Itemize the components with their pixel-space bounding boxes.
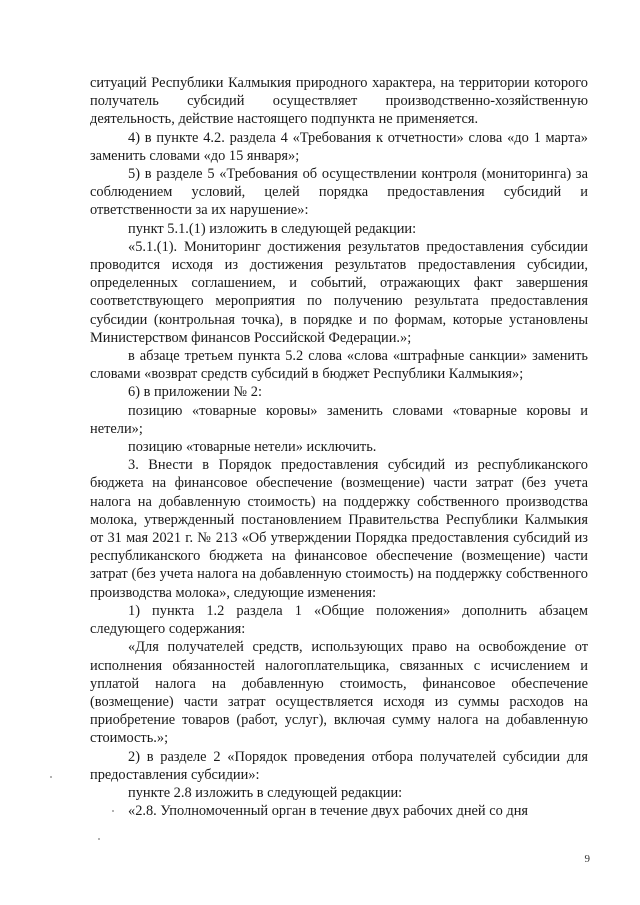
paragraph-quote-5-1-1: «5.1.(1). Мониторинг достижения результатов предоставления субсидии проводится исходя из достижения результатов предоставления субсидии, определенных соглашением, и событий, отражающих факт завершения соответствующего мероприятия по получению результата предоставления субсидии (контрольная точка), в порядке и по формам, которые установлены Министерством финансов Российской Федерации.»; (90, 238, 588, 346)
paragraph-quote-recipients: «Для получателей средств, использующих право на освобождение от исполнения обязанностей налогоплательщика, связанных с исчислением и уплатой налога на добавленную стоимость, финансовое обеспечение (возмещение) части затрат осуществляется исходя из суммы расходов на приобретение товаров (работ, услуг), включая сумму налога на добавленную стоимость.»; (90, 639, 588, 747)
scan-speck (98, 838, 100, 840)
page-number: 9 (584, 853, 590, 865)
paragraph-point-5-2: в абзаце третьем пункта 5.2 слова «слова «штрафные санкции» заменить словами «возврат средств субсидий в бюджет Республики Калмыкия»; (90, 348, 588, 383)
paragraph-point-2-8: пункте 2.8 изложить в следующей редакции: (128, 784, 403, 801)
paragraph-item-4: 4) в пункте 4.2. раздела 4 «Требования к отчетности» слова «до 1 марта» заменить словами «до 15 января»; (90, 129, 588, 164)
paragraph-section-3: 3. Внести в Порядок предоставления субсидий из республиканского бюджета на финансовое обеспечение (возмещение) части затрат (без учета налога на добавленную стоимость) на поддержку собственного производства молока, утвержденный постановлением Правительства Республики Калмыкия от 31 мая 2021 г. № 213 «Об утверждении Порядка предоставления субсидий из республиканского бюджета на финансовое обеспечение (возмещение) части затрат (без учета налога на добавленную стоимость) на поддержку собственного производства молока», следующие изменения: (90, 457, 588, 601)
scan-speck (50, 776, 52, 778)
paragraph-position-heifers: позицию «товарные нетели» исключить. (128, 439, 377, 456)
scan-speck (112, 810, 114, 812)
paragraph-position-cows: позицию «товарные коровы» заменить словами «товарные коровы и нетели»; (90, 402, 588, 437)
paragraph-item-1: 1) пункта 1.2 раздела 1 «Общие положения» дополнить абзацем следующего содержания: (90, 602, 588, 638)
paragraph-item-2: 2) в разделе 2 «Порядок проведения отбора получателей субсидии для предоставления субсидии»: (90, 748, 588, 783)
paragraph-item-6: 6) в приложении № 2: (128, 384, 262, 401)
document-body (90, 74, 588, 820)
paragraph-item-5: 5) в разделе 5 «Требования об осуществлении контроля (мониторинга) за соблюдением условий, целей порядка предоставления субсидий и ответственности за их нарушение»: (90, 166, 588, 219)
paragraph-continuation: ситуаций Республики Калмыкия природного характера, на территории которого получатель субсидий осуществляет производственно-хозяйственную деятельность, действие настоящего подпункта не применяется. (90, 75, 588, 128)
paragraph-point-5-1-1: пункт 5.1.(1) изложить в следующей редакции: (128, 220, 417, 237)
paragraph-quote-2-8: «2.8. Уполномоченный орган в течение двух рабочих дней со дня (128, 803, 529, 820)
